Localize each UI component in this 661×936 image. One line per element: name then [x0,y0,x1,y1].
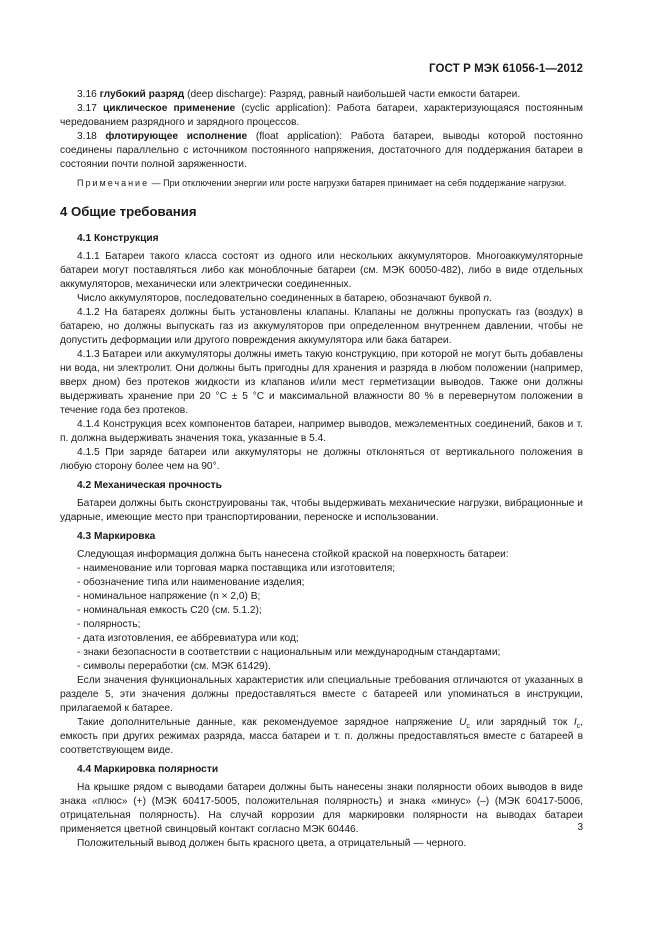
variable-u: U [459,717,467,728]
variable-n: n [483,293,490,304]
term-english: (float application): [255,131,343,142]
term-3-17 [60,102,583,130]
section-4-heading: 4 Общие требования [60,204,197,219]
paragraph-4-3-values: Если значения функциональных характеристик или специальные требования отличаются от указанных в разделе 5, эти значения должны предоставляться вместе с батареей или упоминаться в инструкции, прилагаемой к батарее. [60,675,583,714]
term-name: флотирующее исполнение [105,131,248,142]
term-english: (deep discharge): [187,89,267,100]
paragraph-4-1-3: 4.1.3 Батареи или аккумуляторы должны иметь такую конструкцию, при которой не могут быть добавлены ни вода, ни электролит. Они должны быть пригодны для хранения и разряда в любом положении (например, вверх дном) без протеков жидкости из клапанов и/или мест герметизации выводов. Также они должны выдерживать хранение при 20 °С ± 5 °С и максимальной влажности 80 % в перевернутом положении в течение года без протеков. [60,349,583,416]
marking-item: - знаки безопасности в соответствии с национальным или международным стандартами; [77,647,501,658]
term-definition: Работа батареи, характеризующаяся постоянным чередованием разрядного и зарядного процессов. [60,103,583,128]
term-english: (cyclic application): [241,103,331,114]
paragraph-4-3-extra: Такие дополнительные данные, как рекомендуемое зарядное напряжение $U_c$ или зарядный ток $I_c$, емкость при других режимах разряда, масса батареи и т. п. должны предоставляться вместе с батареей в соответствующем виде. [60,717,583,756]
paragraph-4-1-2: 4.1.2 На батареях должны быть установлены клапаны. Клапаны не должны пропускать газ (воздух) в батарею, но должны выпускать газ из аккумуляторов при определенном внутреннем давлении, чтобы не допустить деформации или другого повреждения аккумулятора или бака батареи. [60,307,583,346]
paragraph-4-1-5: 4.1.5 При заряде батареи или аккумуляторы не должны отклоняться от вертикального положения в любую сторону более чем на 90°. [60,447,583,472]
paragraph-4-1-1: 4.1.1 Батареи такого класса состоят из одного или нескольких аккумуляторов. Многоаккумуляторные батареи могут поставляться либо как моноблочные батареи (см. МЭК 60050-482), либо в виде отдельных аккумуляторов, механически или электрически соединенных. [60,251,583,290]
marking-intro: Следующая информация должна быть нанесена стойкой краской на поверхность батареи: [77,549,509,560]
section-4-1-heading: 4.1 Конструкция [77,233,159,244]
marking-item: - дата изготовления, ее аббревиатура или код; [77,633,299,644]
marking-item: - номинальное напряжение (n × 2,0) В; [77,591,261,602]
section-4-3-heading: 4.3 Маркировка [77,531,156,542]
standard-id-header: ГОСТ Р МЭК 61056-1—2012 [429,63,583,75]
paragraph-cell-count: Число аккумуляторов, последовательно соединенных в батарею, обозначают буквой n. [77,293,492,304]
marking-item: - полярность; [77,619,141,630]
paragraph-4-1-4: 4.1.4 Конструкция всех компонентов батареи, например выводов, межэлементных соединений, баков и т. п. должна выдерживать значения тока, указанные в 5.4. [60,419,583,444]
term-number: 3.18 [77,131,97,142]
marking-item: - наименование или торговая марка поставщика или изготовителя; [77,563,396,574]
section-4-4-heading: 4.4 Маркировка полярности [77,764,219,775]
note-text: — При отключении энергии или росте нагрузки батарея принимает на себя поддержание нагрузки. [151,178,567,188]
term-definition: Работа батареи, выводы которой постоянно соединены параллельно с источником постоянного напряжения, достаточного для поддержания батареи в состоянии почти полной заряженности. [60,131,583,170]
marking-item: - символы переработки (см. МЭК 61429). [77,661,271,672]
note [60,177,583,190]
term-number: 3.16 [77,89,97,100]
section-4-2-heading: 4.2 Механическая прочность [77,480,222,491]
term-definition: Разряд, равный наибольшей части емкости батареи. [269,89,521,100]
marking-item: - обозначение типа или наименование изделия; [77,577,305,588]
term-name: циклическое применение [102,103,236,114]
term-name: глубокий разряд [99,89,185,100]
term-number: 3.17 [77,103,97,114]
paragraph-4-2: Батареи должны быть сконструированы так, чтобы выдерживать механические нагрузки, вибрационные и ударные, имеющие место при транспортировании, переноске и использовании. [60,498,583,523]
paragraph-4-4-colors: Положительный вывод должен быть красного цвета, а отрицательный — черного. [77,838,467,849]
variable-i: I [573,717,577,728]
paragraph-4-4: На крышке рядом с выводами батареи должны быть нанесены знаки полярности обоих выводов в виде знака «плюс» (+) (МЭК 60417-5005, положительная полярность) и знака «минус» (–) (МЭК 60417-5006, отрицательная полярность). На случай коррозии для маркировки полярности на выводах батареи применяется цветной свинцовый контакт согласно МЭК 60446. [60,782,583,835]
term-3-16 [60,88,583,102]
page-body [60,88,583,851]
page-number: 3 [577,822,583,833]
marking-item: - номинальная емкость C20 (см. 5.1.2); [77,605,262,616]
term-3-18 [60,130,583,172]
note-label: Примечание [77,178,150,188]
